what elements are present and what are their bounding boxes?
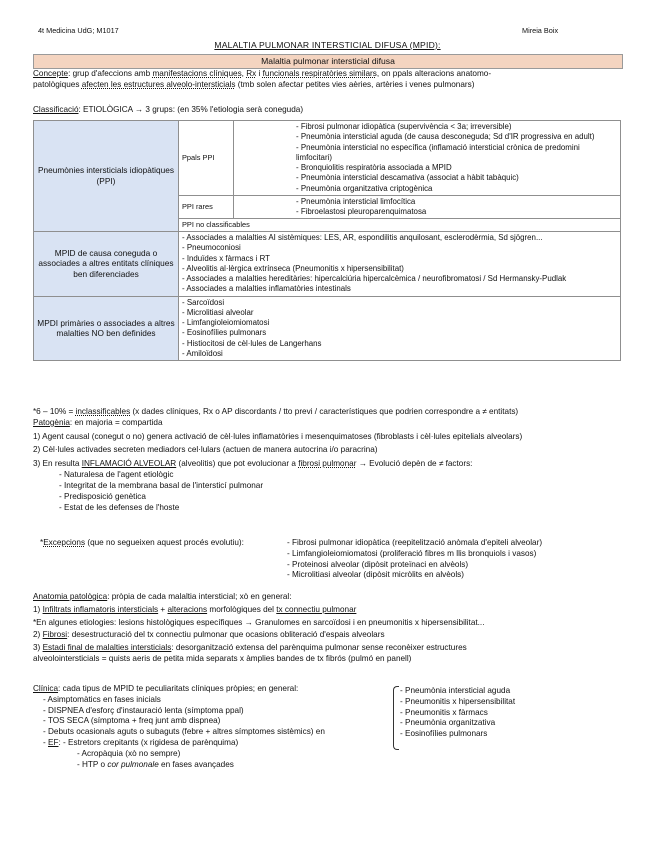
anatomia-a2 [33,630,623,641]
primaries-list [179,296,621,361]
list-item: - Pneumònia organitzativa [400,718,496,728]
concepte-text-5: patològiques [33,79,82,89]
ppi-rare-0: Pneumònia intersticial limfocítica [300,196,416,206]
list-item: - Fibrosi pulmonar idiopàtica (reepitelització anòmala d'epiteli alveolar) [287,538,543,547]
list-item: - DISPNEA d'esforç d'instauració lenta (símptoma ppal) [43,705,244,715]
factors-list [33,470,623,513]
a3-pre: 3) [33,643,43,653]
clinica-brace [393,686,399,750]
concepte-label: Concepte [33,69,69,78]
clinica-label: Clínica [33,684,59,693]
ppi-ppals-list [234,121,621,196]
classificacio-text: : ETIOLÒGICA → 3 grups: (en 35% l'etiologia serà coneguda) [78,105,304,114]
list-item: - Proteinosi alveolar (dipòsit proteïnaci en alvèols) [287,559,469,569]
anatomia-label: Anatomia patològica [33,592,108,601]
clinica-ef-sub2 [43,760,623,771]
inclass-post: (x dades clíniques, Rx o AP discordants / tto previ / característiques que podrien correspondre a ≠ entitats) [130,407,519,416]
list-item: - Alveolitis al·lèrgica extrínseca (Pneumonitis x hipersensibilitat) [182,263,404,273]
ppi-ppal-3: Bronquiolitis respiratòria associada a MPID [300,163,452,173]
list-item: - Pneumoconiosi [182,243,241,253]
list-item: - Amiloïdosi [182,348,223,358]
a1-pre: 1) [33,604,43,614]
anatomia-a3-line2: alveolointersticials = quists aeris de petita mida separats x àmplies bandes de tx fibrós (pulmó en panell) [33,654,412,664]
list-item: - Predisposició genètica [59,491,146,501]
list-item: - Eosinofílies pulmonars [400,729,488,739]
coneguda-row [34,232,621,297]
primaries-row [34,296,621,361]
concepte-text-3: i [256,69,263,78]
a1-alteracions: alteracions [167,604,208,614]
list-item: - Bronquiolitis respiratòria associada a MPID [296,163,452,173]
list-item: - Asimptomàtics en fases inicials [43,694,161,704]
clinica-intro: : cada tipus de MPID te peculiaritats clíniques pròpies; en general: [58,684,299,693]
concepte-rx: Rx [246,69,257,78]
list-item: - Eosinofílies pulmonars [182,328,267,338]
ppi-group-cell: Pneumònies intersticials idiopàtiques (PPI) [34,121,179,232]
ef-pre: - [43,738,49,748]
a1-post: morfològiques del [207,604,277,614]
patogenia-p2: 2) Cèl·lules activades secreten mediadors cel·lulars (actuen de manera autocrina i/o paracrina) [33,445,378,455]
anatomia-line [33,592,623,603]
list-item: - Debuts ocasionals aguts o subaguts (febre + altres símptomes sistèmics) en [43,727,325,737]
clinica-section [33,684,623,771]
concepte-text-6: (tmb solen afectar petites vies aèries, artèries i venes pulmonars) [235,79,475,89]
ef-sub2-post: en fases avançades [158,759,234,769]
list-item: - TOS SECA (símptoma + freq junt amb dispnea) [43,716,221,726]
list-item: - Integritat de la membrana basal de l'intersticí pulmonar [59,480,264,490]
ppi-rares-list [234,195,621,219]
ppi-ppal-4: Pneumònia intersticial descamativa (associat a hàbit tabàquic) [300,173,519,183]
anatomia-intro: : pròpia de cada malaltia intersticial; xò en general: [107,592,292,601]
a1-tx: tx connectiu pulmonar [276,604,357,614]
concepte-afecten: afecten les estructures alveolo-intersticials [81,79,236,89]
patogenia-p1: 1) Agent causal (conegut o no) genera activació de cèl·lules inflamatòries i mesenquimatoses (fibroblasts i cèl·lules epitelials alveolars) [33,431,523,441]
inclass-pre: *6 – 10% = [33,407,76,416]
a1-mid: + [158,604,168,614]
p3-fibrosi: fibrosi pulmonar [298,459,357,469]
exc-star: * [40,538,44,547]
ppi-ppal-0: Fibrosi pulmonar idiopàtica (supervivència < 3a; irreversible) [300,122,512,131]
ppi-ppals-label: Ppals PPI [179,121,234,196]
concepte-text-2: , [241,69,247,78]
patogenia-p3 [33,459,623,470]
ef-sub2-italic: cor pulmonale [107,759,159,769]
list-item: - Pneumònia intersticial descamativa (associat a hàbit tabàquic) [296,173,519,183]
list-item: - Limfangioleiomiomatosi [182,318,270,328]
list-item: - Pneumònia intersticial no específica (inflamació intersticial crònica de predomini limfocitari) [296,142,580,162]
ppi-ppal-5: Pneumònia organitzativa criptogènica [300,183,433,193]
concepte-funcionals: funcionals respiratòries similars [262,69,377,78]
page-title: MALALTIA PULMONAR INTERSTICIAL DIFUSA (MPID): [214,40,441,50]
ppi-ppals-row [34,121,621,196]
ef-post: : - Estretors crepitants (x rigidesa de parènquima) [58,738,239,748]
list-item: - Fibroelastosi pleuroparenquimatosa [296,207,427,217]
clinica-ef [43,738,623,749]
list-item: - Associades a malalties inflamatòries intestinals [182,284,351,294]
classification-table [33,120,621,361]
ef-label: EF [48,738,59,748]
anatomia-a1-star: *En algunes etiologies: lesions histològiques específiques → Granulomes en sarcoïdosi i en pneumonitis x hipersensibilitat... [33,617,485,627]
list-item: - Pneumònia intersticial limfocítica [296,196,416,206]
patogenia-line [33,418,623,429]
p3-pre: 3) En resulta [33,459,82,469]
list-item: - Pneumonitis x hipersensibilitat [400,696,516,706]
inclass-line [33,407,623,418]
a2-pre: 2) [33,630,43,640]
p3-inflamacio: INFLAMACIÓ ALVEOLAR [81,459,177,469]
list-item: - Pneumònia intersticial aguda [400,686,511,695]
list-item: - Pneumonitis x fàrmacs [400,707,488,717]
list-item: - Sarcoïdosi [182,297,225,307]
ppi-rare-1: Fibroelastosi pleuroparenquimatosa [300,207,427,217]
inclass-label: inclassificables [75,407,131,416]
ef-sub2-pre: - HTP o [77,759,108,769]
excepcions-label-line [40,538,244,549]
clinica-right-list [400,686,515,740]
header-right: Mireia Boix [522,26,559,35]
a3-label: Estadi final de malalties intersticials [42,643,172,653]
classificacio-label: Classificació [33,105,79,114]
clinica-list [33,695,623,771]
anatomia-a1 [33,605,623,616]
p3-mid: (alveolitis) que pot evolucionar a [176,459,299,469]
concepte-manif: manifestacions clíniques [152,69,242,78]
ppi-ppal-1: Pneumònia intersticial aguda (de causa desconeguda; Sd d'IR progressiva en adult) [300,132,595,142]
patogenia-label: Patogènia [33,417,70,427]
a2-fibrosi: Fibrosi [42,630,68,640]
a1-infiltrats: Infiltrats inflamatoris intersticials [42,604,159,614]
section-banner: Malaltia pulmonar intersticial difusa [33,54,623,69]
concepte-text-1: : grup d'afeccions amb [68,69,153,78]
list-item: - Associades a malalties AI sistèmiques: LES, AR, espondilitis anquilosant, esclerodèrmia, Sd sjögren... [182,233,543,243]
exc-mid: (que no segueixen aquest procés evolutiu): [85,538,244,547]
ppi-rares-label: PPI rares [179,195,234,219]
coneguda-list [179,232,621,297]
clinica-line [33,684,623,695]
a3-post: : desorganització extensa del parènquima pulmonar sense reconèixer estructures [171,643,467,653]
p3-post: → Evolució depèn de ≠ factors: [356,459,473,469]
list-item: - Microlitiasi alveolar [182,307,254,317]
exc-label: Excepcions [43,538,86,547]
anatomia-section [33,592,623,665]
patogenia-intro: : en majoria = compartida [69,417,163,427]
classificacio-line [33,105,623,116]
ppi-noclass-label: PPI no classificables [179,219,621,232]
list-item: - Acropàquia (xò no sempre) [77,748,181,758]
list-item: - Associades a malalties hereditàries: hipercalciúria hipercalcèmica / neurofibromatosi / Sd Hermansky-Pudlak [182,274,567,284]
list-item: - Pneumònia intersticial aguda (de causa desconeguda; Sd d'IR progressiva en adult) [296,132,595,142]
primaries-group-cell: MPDI primàries o associades a altres malalties NO ben definides [34,296,179,361]
concepte-text-4: , on ppals alteracions anatomo- [376,69,492,78]
list-item: - Pneumònia organitzativa criptogènica [296,183,433,193]
a2-post: : desestructuració del tx connectiu pulmonar que ocasions obliteració d'espais alveolars [67,630,385,640]
concepte-paragraph [33,69,623,91]
list-item: - Limfangioleiomiomatosi (proliferació fibres m llis bronquiols i vasos) [287,548,537,558]
anatomia-a3 [33,643,623,654]
list-item: - Estat de les defenses de l'hoste [59,502,180,512]
list-item: - Naturalesa de l'agent etiològic [59,470,174,480]
list-item: - Induïdes x fàrmacs i RT [182,253,270,263]
list-item: - Histiocitosi de cèl·lules de Langerhans [182,338,322,348]
list-item: - Microlitiasi alveolar (dipòsit micròlits en alvèols) [287,570,464,580]
ppi-ppal-2: Pneumònia intersticial no específica (inflamació intersticial crònica de predomini limfocitari) [296,142,580,162]
excepcions-list [287,538,542,581]
coneguda-group-cell: MPID de causa coneguda o associades a altres entitats clíniques ben diferenciades [34,232,179,297]
header-left: 4t Medicina UdG; M1017 [38,26,119,35]
list-item: - Fibrosi pulmonar idiopàtica (supervivència < 3a; irreversible) [296,122,512,131]
patogenia-section [33,407,623,513]
